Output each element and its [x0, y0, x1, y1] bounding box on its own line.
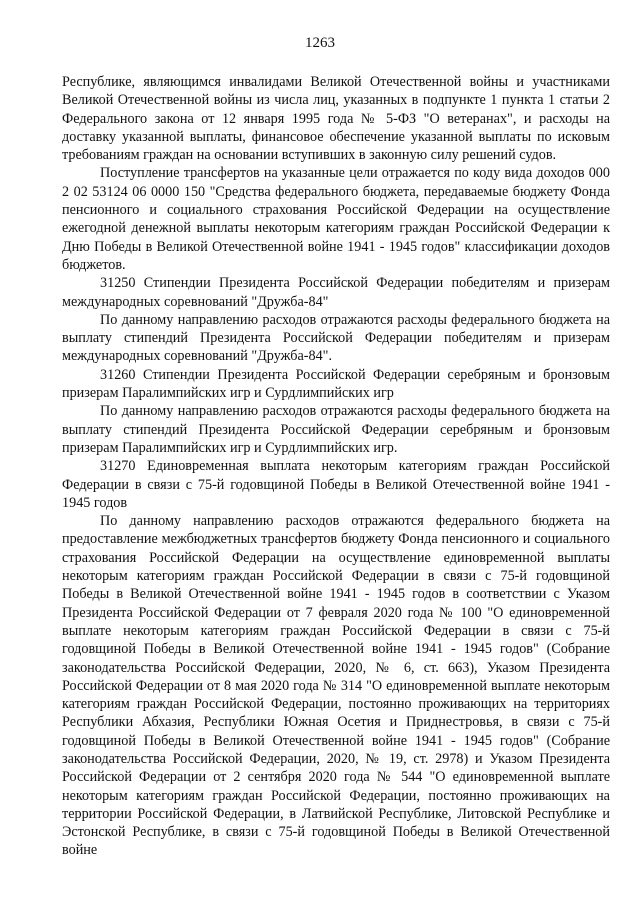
section-heading-31260: 31260 Стипендии Президента Российской Федерации серебряным и бронзовым призерам Паралимпийских игр и Сурдлимпийских игр	[62, 366, 610, 402]
document-body	[62, 73, 610, 860]
paragraph-4: По данному направлению расходов отражаются расходы федерального бюджета на выплату стипендий Президента Российской Федерации победителям и призерам международных соревнований "Дружба-84".	[62, 311, 610, 365]
section-heading-31250: 31250 Стипендии Президента Российской Федерации победителям и призерам международных соревнований "Дружба-84"	[62, 275, 610, 310]
paragraph-2: Поступление трансфертов на указанные цели отражается по коду вида доходов 000 2 02 53124 06 0000 150 "Средства федерального бюджета, передаваемые бюджету Фонда пенсионного и социального страхования Российской Федерации на осуществление ежегодной денежной выплаты некоторым категориям граждан Российской Федерации к Дню Победы в Великой Отечественной войне 1941 - 1945 годов" классификации доходов бюджетов.	[62, 165, 610, 273]
paragraph-1: Республике, являющимся инвалидами Великой Отечественной войны и участниками Великой Отечественной войны из числа лиц, указанных в подпункте 1 пункта 1 статьи 2 Федерального закона от 12 января 1995 года № 5-ФЗ "О ветеранах", и расходы на доставку указанной выплаты, финансовое обеспечение указанной выплаты по исковым требованиям граждан на основании вступивших в законную силу решений судов.	[62, 74, 610, 164]
section-heading-31270: 31270 Единовременная выплата некоторым категориям граждан Российской Федерации в связи с 75-й годовщиной Победы в Великой Отечественной войне 1941 - 1945 годов	[62, 458, 610, 511]
page-number: 1263	[305, 35, 335, 51]
paragraph-8: По данному направлению расходов отражаются федерального бюджета на предоставление межбюджетных трансфертов бюджету Фонда пенсионного и социального страхования Российской Федерации на осуществление единовременной выплаты некоторым категориям граждан Российской Федерации в связи с 75-й годовщиной Победы в Великой Отечественной войне 1941 - 1945 годов в соответствии с Указом Президента Российской Федерации от 7 февраля 2020 года № 100 "О единовременной выплате некоторым категориям граждан Российской Федерации в связи с 75-й годовщиной Победы в Великой Отечественной войне 1941 - 1945 годов" (Собрание законодательства Российской Федерации, 2020, № 6, ст. 663), Указом Президента Российской Федерации от 8 мая 2020 года № 314 "О единовременной выплате некоторым категориям граждан Российской Федерации, постоянно проживающих на территориях Республики Абхазия, Республики Южная Осетия и Приднестровья, в связи с 75-й годовщиной Победы в Великой Отечественной войне 1941 - 1945 годов" (Собрание законодательства Российской Федерации, 2020, № 19, ст. 2978) и Указом Президента Российской Федерации от 2 сентября 2020 года № 544 "О единовременной выплате некоторым категориям граждан Российской Федерации, постоянно проживающих на территории Российской Федерации, в Латвийской Республике, Литовской Республике и Эстонской Республике, в связи с 75-й годовщиной Победы в Великой Отечественной войне	[62, 513, 610, 859]
paragraph-6: По данному направлению расходов отражаются расходы федерального бюджета на выплату стипендий Президента Российской Федерации серебряным и бронзовым призерам Паралимпийских игр и Сурдлимпийских игр.	[62, 403, 610, 456]
